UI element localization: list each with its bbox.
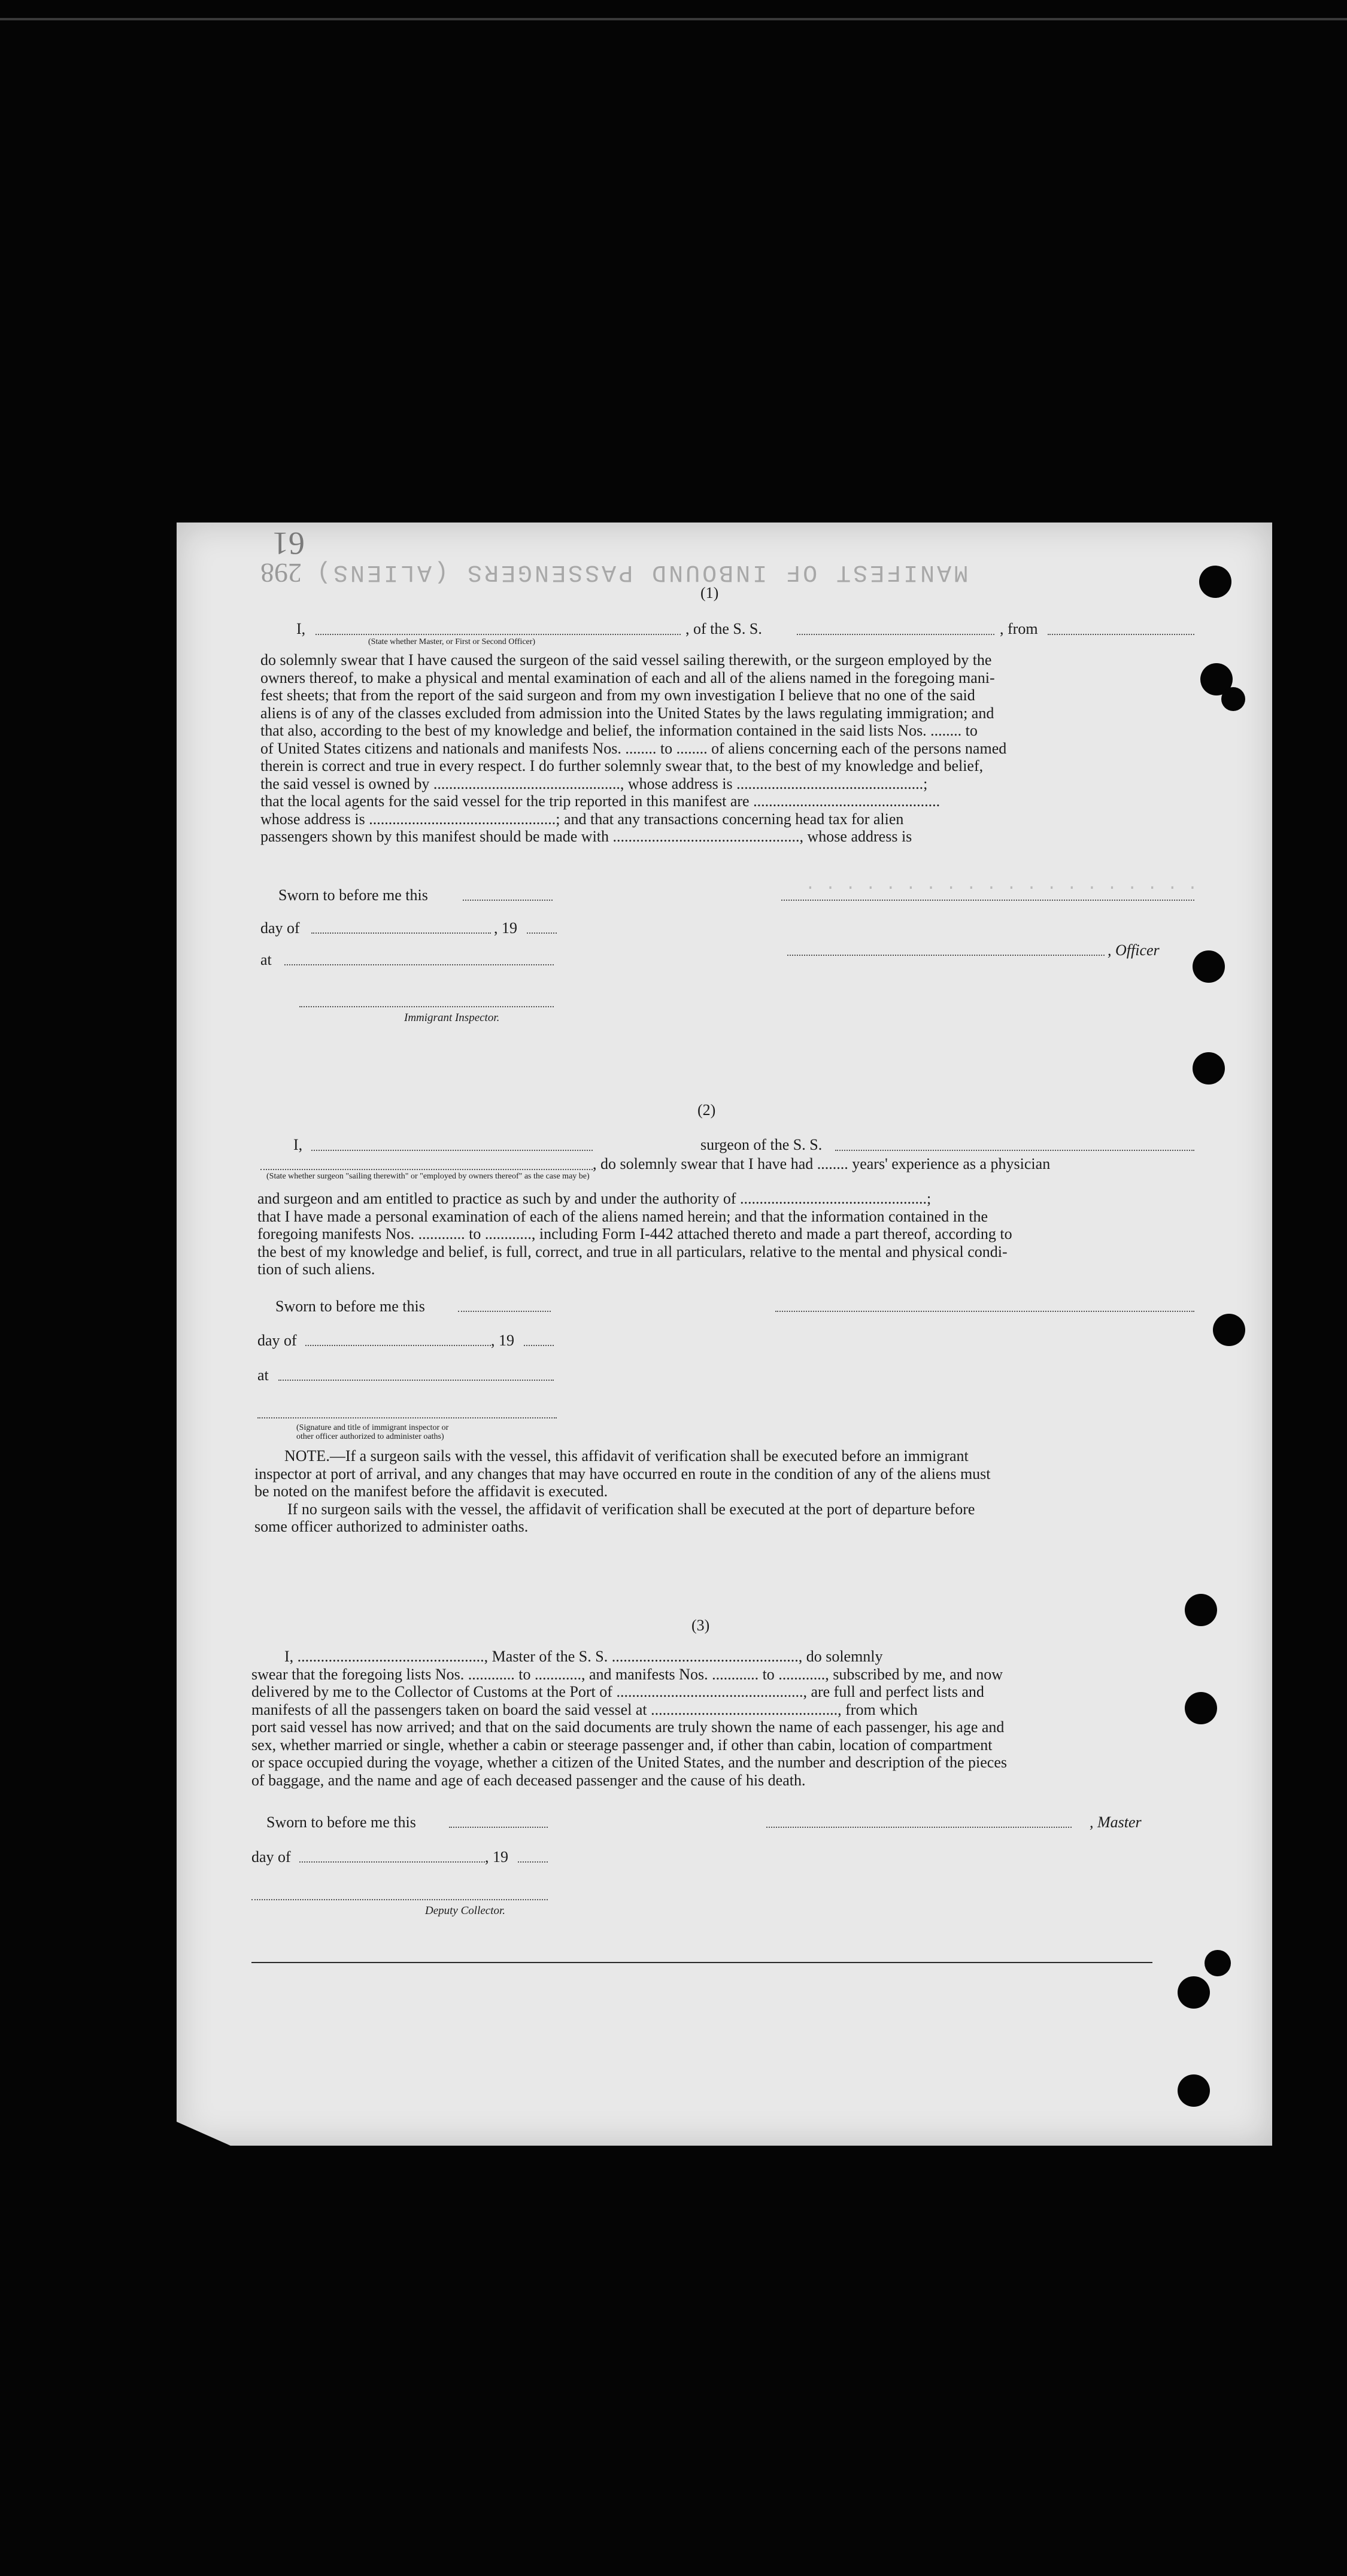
bleed-through-text: . . . . . . . . . . . . . . . . . . . . (805, 876, 1198, 894)
punch-hole (1213, 1314, 1245, 1346)
s2-sig-caption-1: (Signature and title of immigrant inspector or (296, 1423, 449, 1432)
s1-line: fest sheets; that from the report of the said surgeon and from my own investigation I believe that no one of the said (260, 686, 975, 704)
punch-hole (1205, 1950, 1231, 1976)
s2-at: at (257, 1366, 269, 1384)
s3-day-of: day of (251, 1848, 291, 1866)
scanner-edge-line (0, 18, 1347, 20)
s3-sworn-blank (449, 1827, 548, 1828)
s2-note-line: NOTE.—If a surgeon sails with the vessel, this affidavit of verification shall be executed before an immigrant (284, 1447, 969, 1465)
s2-name-blank (311, 1150, 593, 1151)
page-number: 61 (272, 525, 305, 561)
s2-right-blank (775, 1311, 1194, 1312)
section-3-number: (3) (691, 1617, 710, 1634)
bottom-rule (251, 1962, 1152, 1963)
s1-sworn-blank (463, 900, 553, 901)
section-1-number: (1) (700, 584, 719, 602)
s1-line: owners thereof, to make a physical and mental examination of each and all of the aliens named in the foregoing mani- (260, 669, 995, 686)
s1-at-blank (284, 964, 554, 965)
punch-hole (1193, 950, 1225, 983)
s2-note (254, 1447, 1199, 1536)
s1-officer-name-blank (781, 900, 1194, 901)
s1-year: , 19 (494, 919, 517, 937)
s1-ship-blank (797, 634, 994, 635)
s1-officer-blank (787, 955, 1105, 956)
s1-line: aliens is of any of the classes excluded from admission into the United States by the laws regulating immigration; and (260, 704, 994, 722)
s3-day-blank (299, 1861, 485, 1863)
s2-note-line: inspector at port of arrival, and any changes that may have occurred en route in the condition of any of the aliens must (254, 1465, 991, 1483)
s2-body (257, 1190, 1197, 1278)
s3-master-blank (766, 1827, 1072, 1828)
s1-body (260, 651, 1200, 846)
s3-collector: Deputy Collector. (425, 1904, 506, 1917)
s2-ship-blank (835, 1150, 1194, 1151)
s2-sworn-blank (458, 1311, 551, 1312)
s1-line: whose address is ................................................; and that any transactions concerning head tax for alien (260, 810, 904, 828)
s1-line: that also, according to the best of my knowledge and belief, the information contained in the said lists Nos. ........ to (260, 722, 978, 739)
s2-signature-blank (257, 1417, 557, 1418)
s3-line: or space occupied during the voyage, whether a citizen of the United States, and the number and description of the pieces (251, 1754, 1008, 1771)
s2-day-blank (305, 1345, 491, 1346)
punch-hole (1199, 566, 1231, 598)
manifest-back-page (177, 523, 1272, 2146)
s2-sworn: Sworn to before me this (275, 1298, 425, 1315)
punch-hole (1221, 687, 1245, 711)
s1-day-blank (311, 932, 491, 934)
s2-year-blank (524, 1345, 554, 1346)
punch-hole (1178, 1976, 1210, 2009)
s1-line: therein is correct and true in every respect. I do further solemnly swear that, to the best of my knowledge and belief, (260, 757, 984, 774)
s3-collector-blank (251, 1899, 548, 1900)
section-2-number: (2) (697, 1101, 716, 1119)
s2-sig-caption-2: other officer authorized to administer oaths) (296, 1432, 444, 1441)
s1-line: that the local agents for the said vessel for the trip reported in this manifest are ................................................ (260, 792, 941, 810)
s3-line: of baggage, and the name and age of each deceased passenger and the cause of his death. (251, 1771, 806, 1789)
s2-year: , 19 (491, 1332, 514, 1349)
s2-line: that I have made a personal examination of each of the aliens named herein; and that the information contained in the (257, 1207, 988, 1225)
punch-hole (1193, 1052, 1225, 1085)
s2-surgeon-type-blank (260, 1169, 593, 1170)
s3-year: , 19 (485, 1848, 508, 1866)
s1-line: do solemnly swear that I have caused the surgeon of the said vessel sailing therewith, or the surgeon employed by the (260, 651, 992, 669)
punch-hole (1185, 1692, 1217, 1724)
s1-of-ss: , of the S. S. (685, 620, 762, 637)
s2-line: tion of such aliens. (257, 1260, 375, 1278)
s2-line: the best of my knowledge and belief, is full, correct, and true in all particulars, relative to the mental and physical condi- (257, 1243, 1008, 1260)
faint-number: 298 (260, 558, 302, 588)
s1-at: at (260, 951, 272, 968)
s1-line: of United States citizens and nationals and manifests Nos. ........ to ........ of aliens concerning each of the persons named (260, 739, 1007, 757)
s2-surgeon-of: surgeon of the S. S. (700, 1136, 823, 1153)
s3-line: delivered by me to the Collector of Customs at the Port of ................................................, are full and perfect lists and (251, 1683, 984, 1700)
bleed-through-heading: MANIFEST OF INBOUND PASSENGERS (ALIENS) (314, 558, 969, 585)
s2-line: and surgeon and am entitled to practice as such by and under the authority of ................................................; (257, 1190, 932, 1207)
s2-note-line: If no surgeon sails with the vessel, the affidavit of verification shall be executed at the port of departure before (287, 1500, 975, 1518)
s3-line: I, ................................................, Master of the S. S. ................................................, do solemnly (284, 1648, 883, 1665)
s2-note-line: some officer authorized to administer oaths. (254, 1518, 529, 1535)
s1-sworn: Sworn to before me this (278, 886, 428, 904)
s1-inspector-blank (299, 1006, 554, 1007)
s2-line: foregoing manifests Nos. ............ to ............, including Form I-442 attached thereto and made a part thereof, according to (257, 1225, 1012, 1243)
s3-line: port said vessel has now arrived; and that on the said documents are truly shown the name of each passenger, his age and (251, 1718, 1005, 1736)
s1-from: , from (1000, 620, 1038, 637)
punch-hole (1178, 2074, 1210, 2107)
s2-day-of: day of (257, 1332, 297, 1349)
s2-swear-line: , do solemnly swear that I have had ........ years' experience as a physician (593, 1155, 1051, 1172)
s2-at-blank (278, 1380, 554, 1381)
s1-i: I, (296, 620, 306, 637)
s3-year-blank (518, 1861, 548, 1863)
s3-line: sex, whether married or single, whether a cabin or steerage passenger and, if other than cabin, location of compartment (251, 1736, 993, 1754)
s3-sworn: Sworn to before me this (266, 1813, 416, 1831)
s1-line: the said vessel is owned by ................................................, whose address is ................................................; (260, 774, 928, 792)
s3-line: swear that the foregoing lists Nos. ............ to ............, and manifests Nos. ............ to ............, subscribed by me, and now (251, 1665, 1003, 1683)
punch-hole (1185, 1594, 1217, 1626)
s1-day-of: day of (260, 919, 300, 937)
s1-from-blank (1048, 634, 1194, 635)
s2-note-line: be noted on the manifest before the affidavit is executed. (254, 1483, 608, 1500)
s2-i: I, (293, 1136, 303, 1153)
s3-body (251, 1648, 1199, 1789)
s2-caption: (State whether surgeon "sailing therewith" or "employed by owners thereof" as the case may be) (266, 1172, 590, 1181)
s1-name-blank (315, 634, 681, 635)
s3-master: , Master (1090, 1813, 1142, 1831)
s1-inspector: Immigrant Inspector. (404, 1011, 500, 1024)
s1-year-blank (527, 932, 557, 934)
s3-line: manifests of all the passengers taken on board the said vessel at ................................................, from which (251, 1700, 918, 1718)
s1-officer: , Officer (1108, 941, 1160, 959)
s1-line: passengers shown by this manifest should be made with ................................................, whose address is (260, 828, 912, 845)
s1-caption: (State whether Master, or First or Second Officer) (368, 637, 536, 646)
torn-corner (177, 2122, 230, 2146)
